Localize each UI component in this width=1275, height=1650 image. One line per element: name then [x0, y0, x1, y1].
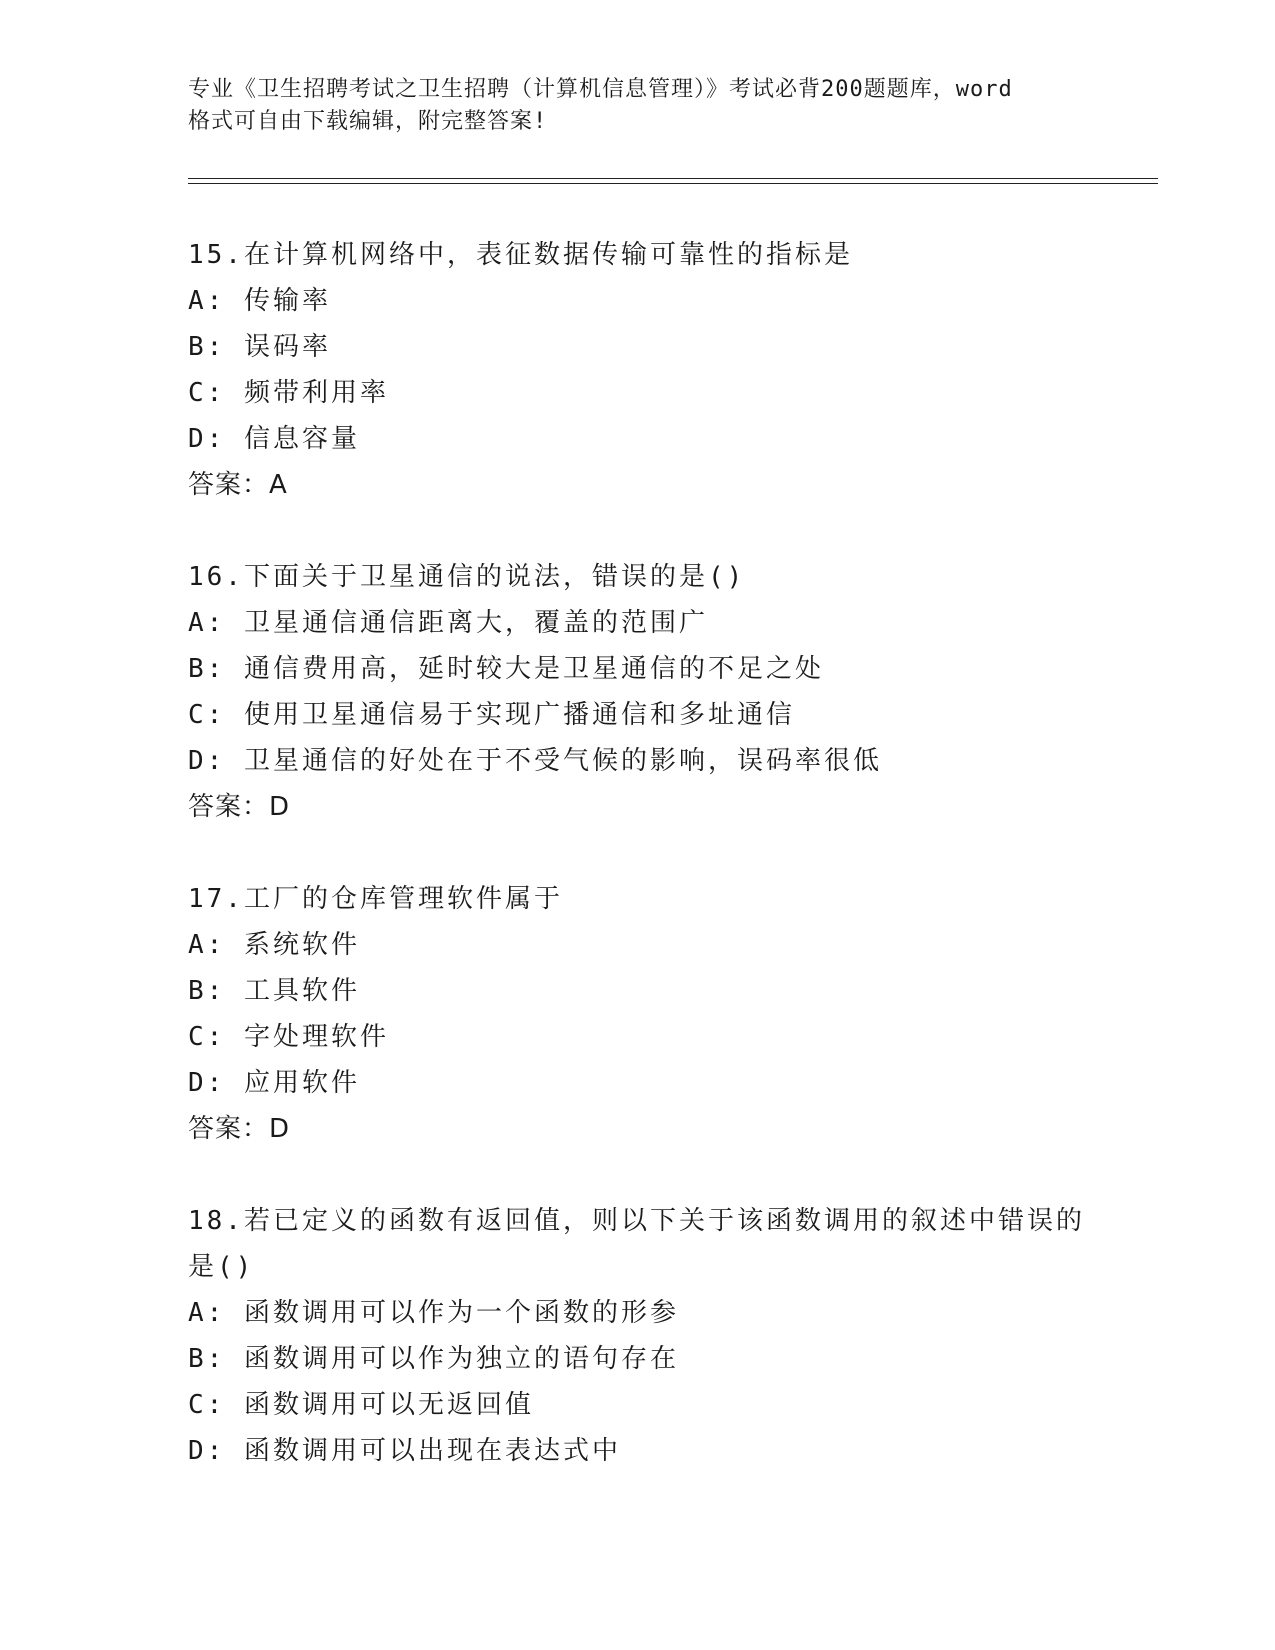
option-c: C: 使用卫星通信易于实现广播通信和多址通信 [188, 700, 795, 730]
answer-label: 答案：D [188, 1114, 291, 1144]
option-a: A: 卫星通信通信距离大，覆盖的范围广 [188, 608, 708, 638]
document-header [188, 74, 1088, 138]
question-16 [188, 554, 1088, 830]
option-d: D: 信息容量 [188, 424, 360, 454]
header-divider [188, 178, 1158, 184]
answer-label: 答案：D [188, 792, 291, 822]
header-line-2: 格式可自由下载编辑，附完整答案! [188, 109, 548, 134]
option-a: A: 传输率 [188, 286, 331, 316]
question-stem: 18.若已定义的函数有返回值，则以下关于该函数调用的叙述中错误的是() [188, 1206, 1085, 1282]
option-b: B: 函数调用可以作为独立的语句存在 [188, 1344, 679, 1374]
question-17 [188, 876, 1088, 1152]
question-18 [188, 1198, 1088, 1474]
question-stem: 16.下面关于卫星通信的说法，错误的是() [188, 562, 746, 592]
option-a: A: 函数调用可以作为一个函数的形参 [188, 1298, 679, 1328]
question-stem: 17.工厂的仓库管理软件属于 [188, 884, 563, 914]
option-c: C: 函数调用可以无返回值 [188, 1390, 534, 1420]
question-stem: 15.在计算机网络中，表征数据传输可靠性的指标是 [188, 240, 853, 270]
answer-label: 答案：A [188, 470, 288, 500]
option-b: B: 误码率 [188, 332, 331, 362]
option-c: C: 频带利用率 [188, 378, 389, 408]
option-c: C: 字处理软件 [188, 1022, 389, 1052]
option-b: B: 工具软件 [188, 976, 360, 1006]
option-d: D: 应用软件 [188, 1068, 360, 1098]
option-a: A: 系统软件 [188, 930, 360, 960]
option-d: D: 卫星通信的好处在于不受气候的影响，误码率很低 [188, 746, 882, 776]
question-15 [188, 232, 1088, 508]
option-d: D: 函数调用可以出现在表达式中 [188, 1436, 621, 1466]
header-line-1: 专业《卫生招聘考试之卫生招聘（计算机信息管理）》考试必背200题题库，word [188, 77, 1013, 102]
question-list [188, 232, 1088, 1520]
option-b: B: 通信费用高，延时较大是卫星通信的不足之处 [188, 654, 824, 684]
